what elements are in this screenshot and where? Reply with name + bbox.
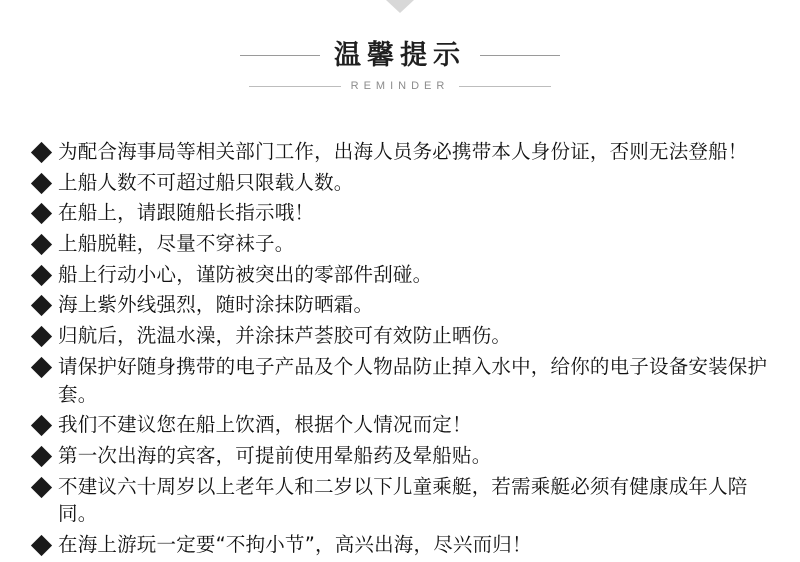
list-item (34, 230, 778, 258)
list-item-text: 海上紫外线强烈，随时涂抹防晒霜。 (58, 293, 374, 317)
list-item (34, 531, 778, 559)
subtitle-rule-left (249, 86, 341, 87)
list-item (34, 353, 778, 408)
diamond-bullet-icon (31, 265, 52, 286)
list-item-text: 上船人数不可超过船只限载人数。 (58, 170, 354, 194)
diamond-bullet-icon (31, 446, 52, 467)
list-item-text: 我们不建议您在船上饮酒，根据个人情况而定！ (58, 413, 472, 437)
list-item-text: 不建议六十周岁以上老年人和二岁以下儿童乘艇，若需乘艇必须有健康成年人陪同。 (58, 474, 748, 526)
list-item (34, 322, 778, 350)
page-title: 温馨提示 (334, 40, 466, 71)
diamond-bullet-icon (31, 142, 52, 163)
diamond-bullet-icon (31, 415, 52, 436)
list-item-text: 在船上，请跟随船长指示哦！ (58, 201, 315, 225)
list-item (34, 473, 778, 528)
list-item-text: 请保护好随身携带的电子产品及个人物品防止掉入水中，给你的电子设备安装保护套。 (58, 354, 768, 406)
diamond-bullet-icon (31, 535, 52, 556)
list-item (34, 199, 778, 227)
list-item (34, 442, 778, 470)
diamond-bullet-icon (31, 295, 52, 316)
list-item-text: 归航后，洗温水澡，并涂抹芦荟胶可有效防止晒伤。 (58, 324, 512, 348)
list-item-text: 第一次出海的宾客，可提前使用晕船药及晕船贴。 (58, 443, 492, 467)
list-item-text: 上船脱鞋，尽量不穿袜子。 (58, 232, 295, 256)
list-item (34, 291, 778, 319)
list-item (34, 261, 778, 289)
title-row (240, 42, 560, 69)
diamond-bullet-icon (31, 203, 52, 224)
diamond-bullet-icon (31, 326, 52, 347)
diamond-bullet-icon (31, 476, 52, 497)
triangle-down-icon (386, 0, 414, 13)
diamond-bullet-icon (31, 357, 52, 378)
list-item-text: 为配合海事局等相关部门工作，出海人员务必携带本人身份证，否则无法登船！ (58, 140, 748, 163)
page-header (0, 42, 800, 92)
subtitle-rule-right (459, 86, 551, 87)
list-item (34, 411, 778, 439)
title-rule-left (240, 55, 320, 56)
subtitle-row (240, 80, 560, 92)
notice-list (34, 138, 778, 562)
page-subtitle: REMINDER (350, 80, 450, 92)
diamond-bullet-icon (31, 173, 52, 194)
title-rule-right (480, 55, 560, 56)
list-item (34, 169, 778, 197)
header-inner (230, 42, 570, 92)
list-item (34, 138, 778, 166)
list-item-text: 在海上游玩一定要“不拘小节”，高兴出海，尽兴而归！ (58, 532, 532, 556)
diamond-bullet-icon (31, 234, 52, 255)
list-item-text: 船上行动小心，谨防被突出的零部件刮碰。 (58, 262, 433, 286)
